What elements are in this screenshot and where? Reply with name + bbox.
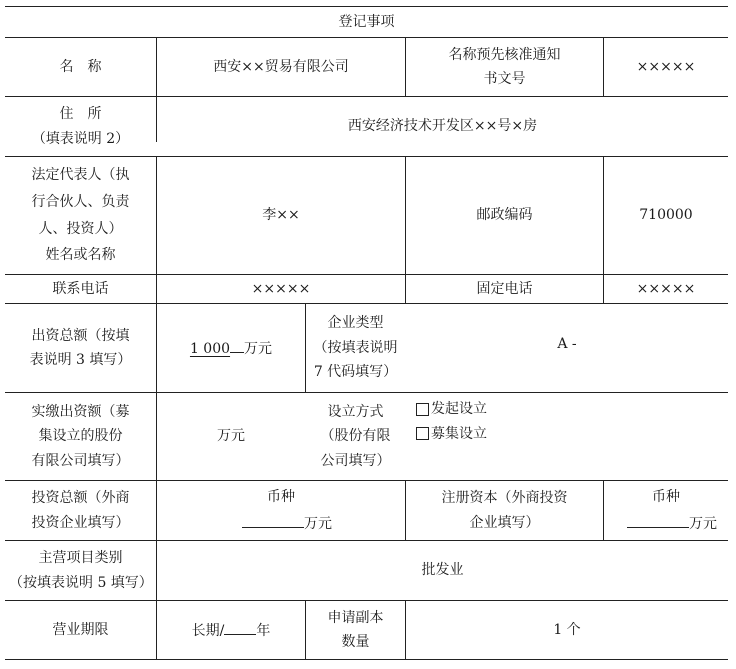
section-title-text: 登记事项 — [338, 13, 395, 30]
paid-in-label: 实缴出资额（募 集设立的股份 有限公司填写） — [31, 403, 130, 469]
blank-line — [224, 617, 256, 635]
capital-amount: 1 000 — [189, 340, 231, 357]
establishment-method-label: 设立方式 （股份有限 公司填写） — [320, 403, 391, 469]
contact-phone-label: 联系电话 — [52, 280, 109, 297]
name-label: 名 称 — [59, 58, 102, 75]
blank-line — [230, 335, 244, 353]
name-value: 西安××贸易有限公司 — [213, 58, 349, 75]
capital-label: 出资总额（按填 表说明 3 填写） — [29, 327, 132, 368]
fixed-phone-label: 固定电话 — [476, 280, 533, 297]
postcode-label: 邮政编码 — [476, 207, 533, 224]
enterprise-type-label: 企业类型 （按填表说明 7 代码填写） — [313, 315, 398, 381]
business-category-label: 主营项目类别 （按填表说明 5 填写） — [9, 550, 153, 591]
option-raised[interactable]: 募集设立 — [416, 422, 487, 447]
legal-rep-value: 李×× — [262, 207, 300, 224]
legal-rep-label: 法定代表人（执 行合伙人、负责 人、投资人） 姓名或名称 — [31, 167, 130, 264]
name-notice-value: ××××× — [636, 58, 696, 75]
enterprise-type-value: A - — [557, 335, 577, 352]
checkbox-icon[interactable] — [416, 403, 429, 416]
address-label: 住 所 （填表说明 2） — [31, 106, 130, 147]
fixed-phone-value: ××××× — [636, 280, 696, 297]
investment-label: 投资总额（外商 投资企业填写） — [31, 490, 130, 531]
blank-line — [242, 510, 304, 528]
establishment-method-options — [412, 393, 728, 480]
business-term-label: 营业期限 — [52, 621, 109, 638]
section-title — [5, 7, 728, 37]
name-notice-label: 名称预先核准通知 书文号 — [448, 46, 561, 87]
copies-value: 1 个 — [553, 621, 581, 638]
registered-capital-label: 注册资本（外商投资 企业填写） — [441, 490, 568, 531]
investment-value: 币种 万元 — [157, 481, 405, 540]
capital-value — [157, 304, 305, 392]
postcode-value: 710000 — [639, 207, 693, 224]
option-promoted[interactable]: 发起设立 — [416, 397, 487, 422]
table-border-bottom — [5, 659, 728, 660]
checkbox-icon[interactable] — [416, 427, 429, 440]
contact-phone-value: ××××× — [251, 280, 311, 297]
copies-label: 申请副本 数量 — [327, 609, 384, 650]
paid-in-value: 万元 — [217, 428, 245, 445]
address-value: 西安经济技术开发区××号×房 — [347, 118, 538, 135]
blank-line — [627, 510, 689, 528]
capital-unit: 万元 — [244, 340, 273, 357]
business-category-value: 批发业 — [421, 562, 464, 579]
business-term-value: 长期/ 年 — [157, 601, 305, 659]
registered-capital-value: 币种 万元 — [604, 481, 728, 540]
